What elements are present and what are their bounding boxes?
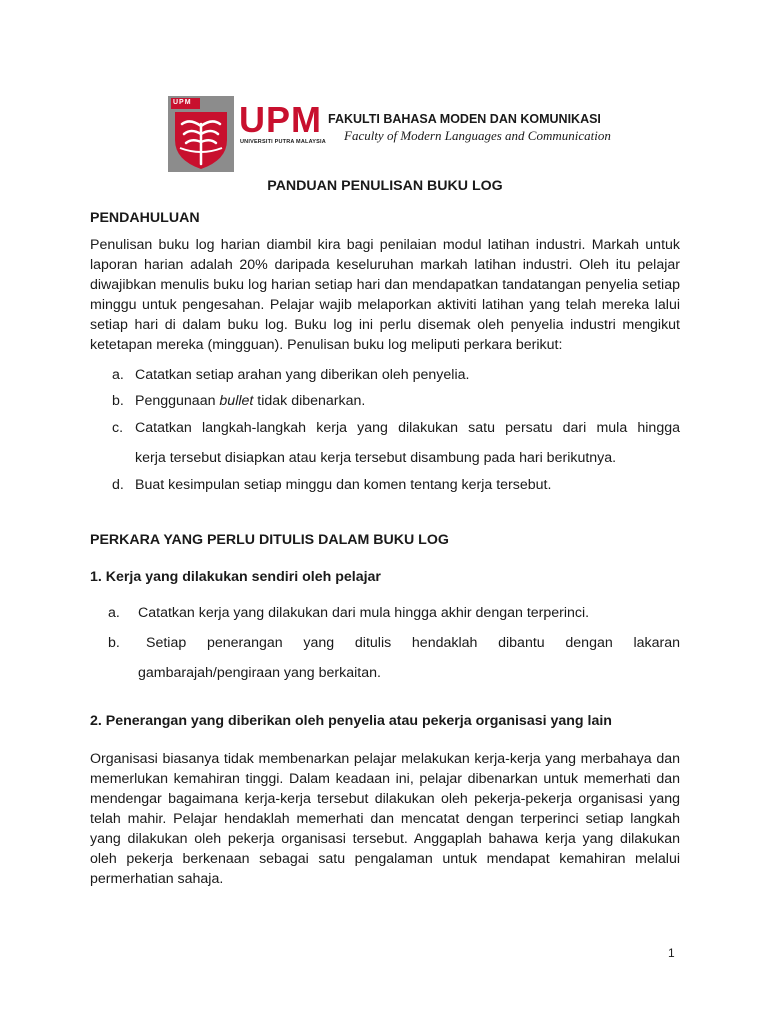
section1-list — [90, 598, 680, 688]
list-item — [90, 365, 680, 385]
list-marker: d. — [112, 477, 124, 493]
upm-wordmark: UPM — [239, 99, 322, 140]
list-item-text: gambarajah/pengiraan yang berkaitan. — [138, 665, 381, 681]
section1-heading: 1. Kerja yang dilakukan sendiri oleh pelajar — [90, 569, 381, 585]
section2-paragraph: Organisasi biasanya tidak membenarkan pelajar melakukan kerja-kerja yang merbahaya dan memerlukan kemahiran tinggi. Dalam keadaan ini, pelajar dibenarkan untuk memerhati dan mendengar bagaimana kerja-kerja tersebut dilakukan oleh pekerja-pekerja organisasi yang telah mahir. Pelajar hendaklah memerhati dan mencatat dengan terperinci setiap langkah yang dilakukan oleh pekerja organisasi tersebut. Anggaplah bahawa kerja yang dilakukan oleh pekerja berkenaan sebagai satu pengalaman untuk mendapat kemahiran melalui permerhatian sahaja. — [90, 751, 680, 887]
page-number: 1 — [668, 946, 675, 960]
list-item — [90, 391, 680, 411]
list-item-text: kerja tersebut disiapkan atau kerja tersebut disambung pada hari berikutnya. — [135, 450, 617, 466]
list-item-text: Penggunaan — [135, 393, 220, 409]
list-marker: a. — [112, 367, 124, 383]
list-item-text: tidak dibenarkan. — [253, 393, 366, 409]
list-marker: a. — [108, 605, 120, 621]
list-item-text: Setiap penerangan yang ditulis hendaklah dibantu dengan lakaran — [146, 635, 680, 651]
university-name: UNIVERSITI PUTRA MALAYSIA — [240, 139, 326, 145]
document-title: PANDUAN PENULISAN BUKU LOG — [267, 178, 503, 194]
intro-heading: PENDAHULUAN — [90, 210, 200, 226]
faculty-name-malay: FAKULTI BAHASA MODEN DAN KOMUNIKASI — [328, 112, 601, 126]
document-body — [90, 176, 680, 889]
list-item-text: Catatkan setiap arahan yang diberikan oleh penyelia. — [135, 367, 470, 383]
faculty-name-english: Faculty of Modern Languages and Communication — [344, 128, 611, 143]
letterhead — [168, 96, 611, 172]
intro-list — [90, 365, 680, 495]
list-item — [90, 628, 680, 688]
list-marker: b. — [112, 393, 124, 409]
list-item-text: Buat kesimpulan setiap minggu dan komen tentang kerja tersebut. — [135, 477, 552, 493]
list-item — [90, 413, 680, 473]
list-item-emphasis: bullet — [219, 393, 254, 409]
list-item — [90, 475, 680, 495]
list-item-text: Catatkan kerja yang dilakukan dari mula hingga akhir dengan terperinci. — [138, 605, 590, 621]
crest-label: UPM — [173, 99, 192, 106]
section-heading: PERKARA YANG PERLU DITULIS DALAM BUKU LOG — [90, 532, 449, 548]
list-marker: c. — [112, 420, 124, 436]
intro-paragraph: Penulisan buku log harian diambil kira bagi penilaian modul latihan industri. Markah untuk laporan harian adalah 20% daripada keseluruhan markah latihan industri. Oleh itu pelajar diwajibkan menulis buku log harian setiap hari dan mendapatkan tandatangan penyelia setiap minggu untuk pengesahan. Pelajar wajib melaporkan aktiviti latihan yang telah mereka lalui setiap hari di dalam buku log. Buku log ini perlu disemak oleh penyelia industri mengikut ketetapan mereka (mingguan). Penulisan buku log meliputi perkara berikut: — [90, 237, 680, 353]
list-item-text: Catatkan langkah-langkah kerja yang dilakukan satu persatu dari mula hingga — [135, 420, 680, 436]
section2-heading: 2. Penerangan yang diberikan oleh penyelia atau pekerja organisasi yang lain — [90, 713, 612, 729]
list-item — [90, 598, 680, 628]
list-marker: b. — [108, 635, 120, 651]
